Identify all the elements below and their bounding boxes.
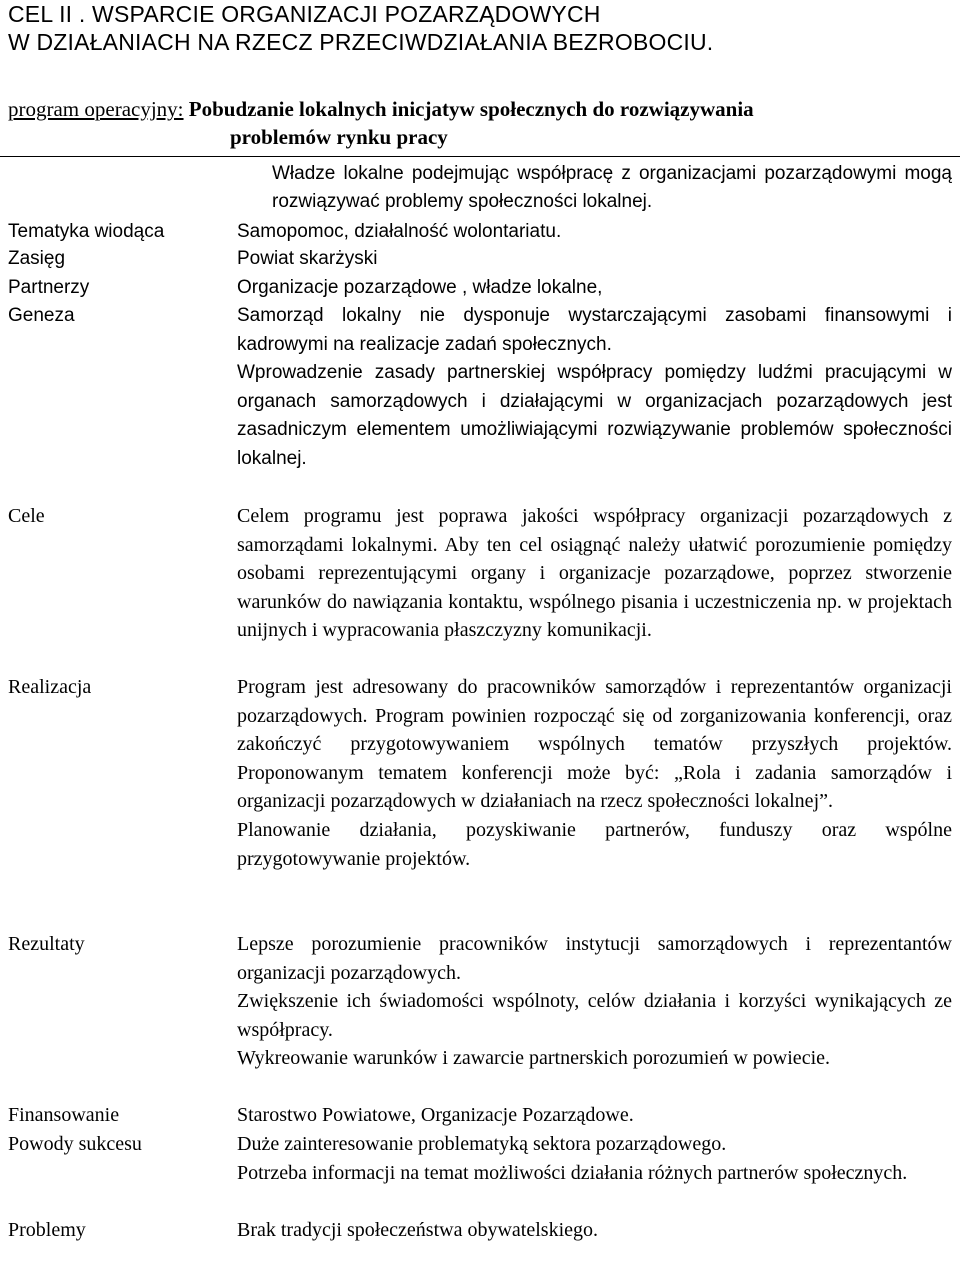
row-value [237, 930, 952, 1073]
row-label: Problemy [8, 1219, 86, 1241]
program-label: program operacyjny: [8, 97, 184, 121]
row-label: Partnerzy [8, 277, 90, 298]
paragraph: Celem programu jest poprawa jakości współpracy organizacji pozarządowych z samorządami lokalnymi. Aby ten cel osiągnąć należy ułatwić porozumienie pomiędzy osobami reprezentującymi organy i organizacje pozarządowe, poprzez stworzenie warunków do nawiązania kontaktu, wspólnego pisania i uczestniczenia np. w projektach unijnych i wypracowania płaszczyzny komunikacji. [237, 505, 952, 642]
paragraph: Zwiększenie ich świadomości wspólnoty, celów działania i korzyści wynikających ze współpracy. [237, 990, 952, 1041]
row-label: Tematyka wiodąca [8, 221, 165, 242]
paragraph: Wykreowanie warunków i zawarcie partnerskich porozumień w powiecie. [237, 1047, 830, 1070]
paragraph: Program jest adresowany do pracowników samorządów i reprezentantów organizacji pozarządowych. Program powinien rozpocząć się od zorganizowania konferencji, oraz zakończyć przygotowywaniem wspólnych tematów przyszłych projektów. Proponowanym tematem konferencji może być: „Rola i zadania samorządów i organizacji pozarządowych w działaniach na rzecz społeczności lokalnej”. [237, 676, 952, 813]
row-value: Samopomoc, działalność wolontariatu. [237, 221, 562, 242]
document-title [8, 0, 958, 56]
row-value: Powiat skarżyski [237, 248, 378, 269]
intro-text: Władze lokalne podejmując współpracę z organizacjami pozarządowymi mogą rozwiązywać problemy społeczności lokalnej. [272, 163, 952, 212]
program-name-continued: problemów rynku pracy [230, 125, 448, 149]
row-label: Zasięg [8, 248, 66, 269]
paragraph: Lepsze porozumienie pracowników instytucji samorządowych i reprezentantów organizacji pozarządowych. [237, 933, 952, 984]
row-value [237, 673, 952, 873]
table-top-border [0, 156, 960, 157]
row-value: Starostwo Powiatowe, Organizacje Pozarządowe. [237, 1104, 634, 1126]
row-value: Brak tradycji społeczeństwa obywatelskiego. [237, 1219, 598, 1241]
row-label: Finansowanie [8, 1104, 120, 1126]
paragraph: Potrzeba informacji na temat możliwości działania różnych partnerów społecznych. [237, 1161, 908, 1184]
paragraph: Samorząd lokalny nie dysponuje wystarczającymi zasobami finansowymi i kadrowymi na realizacje zadań społecznych. [237, 305, 952, 355]
row-value [237, 502, 952, 645]
row-label: Realizacja [8, 676, 92, 698]
row-label: Powody sukcesu [8, 1133, 142, 1155]
title-line-1: CEL II . WSPARCIE ORGANIZACJI POZARZĄDOWYCH [8, 1, 601, 27]
row-value [237, 302, 952, 474]
program-name: Pobudzanie lokalnych inicjatyw społecznych do rozwiązywania [188, 97, 754, 121]
program-heading [8, 95, 953, 151]
title-line-2: W DZIAŁANIACH NA RZECZ PRZECIWDZIAŁANIA BEZROBOCIU. [8, 29, 714, 55]
row-value: Organizacje pozarządowe , władze lokalne, [237, 277, 603, 298]
row-label: Rezultaty [8, 933, 85, 955]
paragraph: Planowanie działania, pozyskiwanie partnerów, funduszy oraz wspólne przygotowywanie projektów. [237, 818, 952, 870]
paragraph: Wprowadzenie zasady partnerskiej współpracy pomiędzy ludźmi pracującymi w organach samorządowych i działającymi w organizacjach pozarządowych jest zasadniczym elementem umożliwiającymi rozwiązywanie problemów społeczności lokalnej. [237, 362, 952, 469]
paragraph: Duże zainteresowanie problematyką sektora pozarządowego. [237, 1133, 727, 1155]
row-label: Geneza [8, 305, 75, 326]
row-label: Cele [8, 505, 45, 527]
row-value [237, 1130, 952, 1187]
